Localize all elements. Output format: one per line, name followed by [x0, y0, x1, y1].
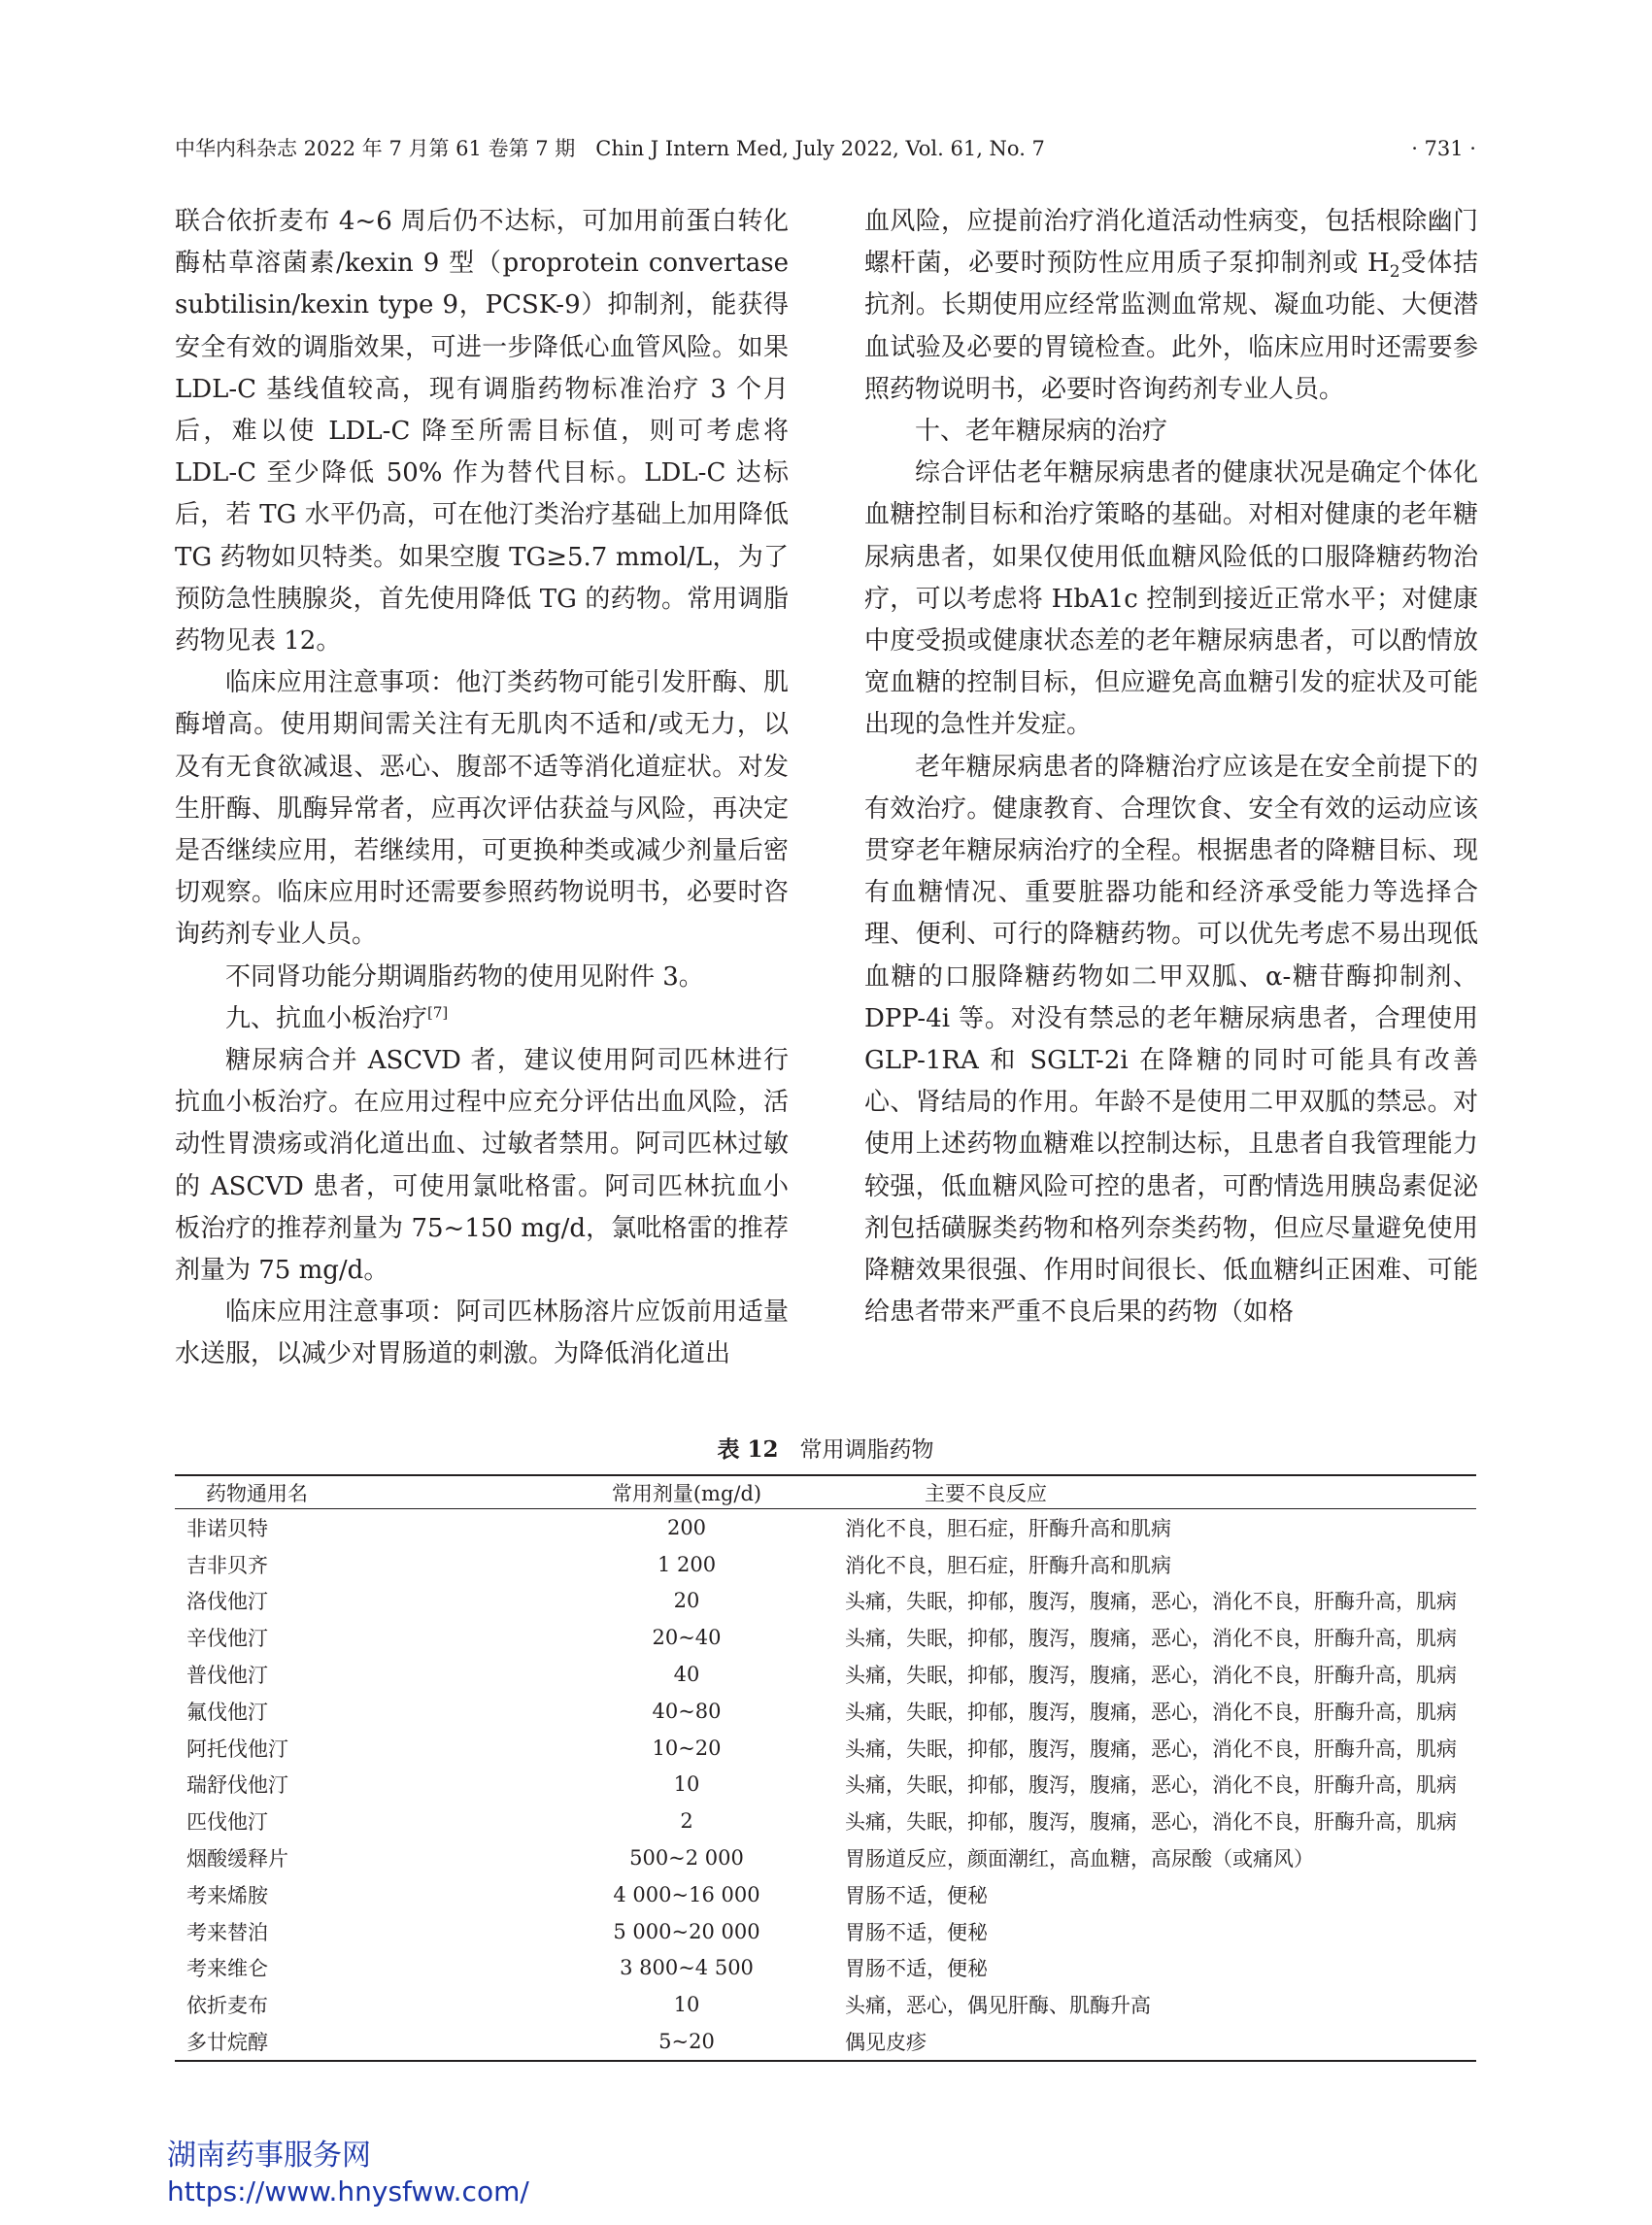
- table-row: [175, 1913, 1476, 1950]
- table-row: [175, 1656, 1476, 1693]
- adverse-reaction-cell: 偶见皮疹: [845, 2031, 927, 2055]
- dose-cell: 2: [680, 1809, 693, 1834]
- page-number: · 731 ·: [1411, 137, 1476, 160]
- adverse-reaction-cell: 头痛，恶心，偶见肝酶、肌酶升高: [845, 1994, 1151, 2018]
- drug-name-cell: 吉非贝齐: [186, 1553, 268, 1577]
- drug-name-cell: 考来替泊: [186, 1920, 268, 1944]
- table-row: [175, 2023, 1476, 2061]
- dose-cell: 200: [666, 1515, 707, 1539]
- citation-ref: [7]: [427, 1003, 449, 1022]
- paragraph: 老年糖尿病患者的降糖治疗应该是在安全前提下的有效治疗。健康教育、合理饮食、安全有效的运动应该贯穿老年糖尿病治疗的全程。根据患者的降糖目标、现有血糖情况、重要脏器功能和经济承受能力等选择合理、便利、可行的降糖药物。可以优先考虑不易出现低血糖的口服降糖药物如二甲双胍、α-糖苷酶抑制剂、DPP-4i 等。对没有禁忌的老年糖尿病患者，合理使用 GLP-1RA 和 SGLT-2i 在降糖的同时可能具有改善心、肾结局的作用。年龄不是使用二甲双胍的禁忌。对使用上述药物血糖难以控制达标，且患者自我管理能力较强，低血糖风险可控的患者，可酌情选用胰岛素促泌剂包括磺脲类药物和格列奈类药物，但应尽量避免使用降糖效果很强、作用时间很长、低血糖纠正困难、可能给患者带来严重不良后果的药物（如格: [864, 752, 1478, 1328]
- dose-cell: 500~2 000: [629, 1846, 744, 1871]
- table-row: [175, 1767, 1476, 1804]
- paragraph: 综合评估老年糖尿病患者的健康状况是确定个体化血糖控制目标和治疗策略的基础。对相对健康的老年糖尿病患者，如果仅使用低血糖风险低的口服降糖药物治疗，可以考虑将 HbA1c 控制到接近正常水平；对健康中度受损或健康状态差的老年糖尿病患者，可以酌情放宽血糖的控制目标，但应避免高血糖引发的症状及可能出现的急性并发症。: [864, 458, 1478, 740]
- dose-cell: 10: [673, 1772, 700, 1797]
- paragraph: 联合依折麦布 4~6 周后仍不达标，可加用前蛋白转化酶枯草溶菌素/kexin 9 型（proprotein convertase subtilisin/kexin type 9，PCSK-9）抑制剂，能获得安全有效的调脂效果，可进一步降低心血管风险。如果 LDL-C 基线值较高，现有调脂药物标准治疗 3 个月后，难以使 LDL-C 降至所需目标值，则可考虑将 LDL-C 至少降低 50% 作为替代目标。LDL-C 达标后，若 TG 水平仍高，可在他汀类治疗基础上加用降低 TG 药物如贝特类。如果空腹 TG≥5.7 mmol/L，为了预防急性胰腺炎，首先使用降低 TG 的药物。常用调脂药物见表 12。: [175, 207, 789, 657]
- text-run: 受体拮抗剂。长期使用应经常监测血常规、凝血功能、大便潜血试验及必要的胃镜检查。此外，临床应用时还需要参照药物说明书，必要时咨询药剂专业人员。: [864, 249, 1478, 404]
- table-row: [175, 1730, 1476, 1767]
- table-caption: [175, 1433, 1476, 1466]
- dose-cell: 1 200: [657, 1552, 717, 1576]
- adverse-reaction-cell: 胃肠不适，便秘: [845, 1883, 988, 1907]
- journal-citation: 中华内科杂志 2022 年 7 月第 61 卷第 7 期 Chin J Intern Med, July 2022, Vol. 61, No. 7: [175, 137, 1045, 160]
- drug-name-cell: 阿托伐他汀: [186, 1736, 288, 1761]
- drug-name-cell: 辛伐他汀: [186, 1627, 268, 1651]
- table-row: [175, 1583, 1476, 1620]
- drug-name-cell: 烟酸缓释片: [186, 1847, 288, 1871]
- paragraph: 糖尿病合并 ASCVD 者，建议使用阿司匹林进行抗血小板治疗。在应用过程中应充分评估出血风险，活动性胃溃疡或消化道出血、过敏者禁用。阿司匹林过敏的 ASCVD 患者，可使用氯吡格雷。阿司匹林抗血小板治疗的推荐剂量为 75~150 mg/d，氯吡格雷的推荐剂量为 75 mg/d。: [175, 1046, 789, 1286]
- column-header: 主要不良反应: [827, 1475, 1476, 1509]
- table-title: 常用调脂药物: [799, 1437, 934, 1463]
- site-watermark: [167, 2137, 653, 2208]
- dose-cell: 10~20: [652, 1736, 722, 1760]
- paragraph: 不同肾功能分期调脂药物的使用见附件 3。: [225, 961, 704, 992]
- drug-name-cell: 考来烯胺: [186, 1883, 268, 1907]
- drug-name-cell: 瑞舒伐他汀: [186, 1773, 288, 1798]
- dose-cell: 40~80: [652, 1699, 722, 1723]
- dose-cell: 20~40: [652, 1626, 722, 1650]
- dose-cell: 5~20: [658, 2030, 715, 2054]
- table-row: [175, 1546, 1476, 1583]
- left-column: [175, 201, 789, 1376]
- paragraph: [864, 201, 1478, 411]
- table-row: [175, 1803, 1476, 1839]
- dose-cell: 20: [673, 1589, 700, 1613]
- column-header: 常用剂量(mg/d): [546, 1475, 827, 1509]
- adverse-reaction-cell: 头痛，失眠，抑郁，腹泻，腹痛，恶心，消化不良，肝酶升高，肌病: [845, 1700, 1457, 1724]
- table-body: [175, 1509, 1476, 2061]
- adverse-reaction-cell: 头痛，失眠，抑郁，腹泻，腹痛，恶心，消化不良，肝酶升高，肌病: [845, 1664, 1457, 1688]
- paragraph: 临床应用注意事项：他汀类药物可能引发肝酶、肌酶增高。使用期间需关注有无肌肉不适和/或无力，以及有无食欲减退、恶心、腹部不适等消化道症状。对发生肝酶、肌酶异常者，应再次评估获益与风险，再决定是否继续应用，若继续用，可更换种类或减少剂量后密切观察。临床应用时还需要参照药物说明书，必要时咨询药剂专业人员。: [175, 668, 789, 950]
- adverse-reaction-cell: 头痛，失眠，抑郁，腹泻，腹痛，恶心，消化不良，肝酶升高，肌病: [845, 1773, 1457, 1798]
- dose-cell: 4 000~16 000: [613, 1882, 760, 1906]
- table-row: [175, 1876, 1476, 1913]
- section-heading-10: 十、老年糖尿病的治疗: [915, 417, 1168, 447]
- dose-cell: 40: [673, 1663, 700, 1687]
- adverse-reaction-cell: 头痛，失眠，抑郁，腹泻，腹痛，恶心，消化不良，肝酶升高，肌病: [845, 1590, 1457, 1614]
- text-run: 血风险，应提前治疗消化道活动性病变，包括根除幽门螺杆菌，必要时预防性应用质子泵抑制剂或 H: [864, 207, 1478, 279]
- drug-name-cell: 考来维仑: [186, 1957, 268, 1981]
- adverse-reaction-cell: 头痛，失眠，抑郁，腹泻，腹痛，恶心，消化不良，肝酶升高，肌病: [845, 1736, 1457, 1761]
- watermark-url[interactable]: https://www.hnysfww.com/: [167, 2175, 529, 2208]
- table-row: [175, 1509, 1476, 1546]
- section-heading-text: 九、抗血小板治疗: [225, 1003, 428, 1033]
- table-number: 表 12: [717, 1436, 779, 1463]
- drug-name-cell: 氟伐他汀: [186, 1700, 268, 1724]
- drug-name-cell: 普伐他汀: [186, 1664, 268, 1688]
- adverse-reaction-cell: 胃肠不适，便秘: [845, 1920, 988, 1944]
- running-header: [175, 132, 1476, 165]
- dose-cell: 10: [673, 1993, 700, 2017]
- lipid-drug-table: [175, 1474, 1476, 2062]
- table-row: [175, 1693, 1476, 1730]
- drug-name-cell: 多廿烷醇: [186, 2031, 268, 2055]
- right-column: [864, 201, 1478, 1333]
- table-row: [175, 1950, 1476, 1987]
- drug-name-cell: 洛伐他汀: [186, 1590, 268, 1614]
- table-row: [175, 1986, 1476, 2023]
- watermark-site-name: 湖南药事服务网: [167, 2139, 371, 2173]
- adverse-reaction-cell: 消化不良，胆石症，肝酶升高和肌病: [845, 1516, 1171, 1540]
- section-heading-9: [175, 998, 789, 1040]
- dose-cell: 3 800~4 500: [620, 1956, 754, 1980]
- adverse-reaction-cell: 胃肠道反应，颜面潮红，高血糖，高尿酸（或痛风）: [845, 1847, 1314, 1871]
- adverse-reaction-cell: 胃肠不适，便秘: [845, 1957, 988, 1981]
- adverse-reaction-cell: 头痛，失眠，抑郁，腹泻，腹痛，恶心，消化不良，肝酶升高，肌病: [845, 1627, 1457, 1651]
- table-header-row: [175, 1475, 1476, 1509]
- drug-name-cell: 匹伐他汀: [186, 1810, 268, 1835]
- column-header: 药物通用名: [175, 1475, 546, 1509]
- drug-name-cell: 非诺贝特: [186, 1516, 268, 1540]
- table-row: [175, 1619, 1476, 1656]
- paragraph: 临床应用注意事项：阿司匹林肠溶片应饭前用适量水送服，以减少对胃肠道的刺激。为降低消化道出: [175, 1298, 789, 1369]
- table-row: [175, 1839, 1476, 1876]
- subscript: 2: [1389, 262, 1400, 283]
- dose-cell: 5 000~20 000: [613, 1919, 760, 1943]
- adverse-reaction-cell: 消化不良，胆石症，肝酶升高和肌病: [845, 1553, 1171, 1577]
- adverse-reaction-cell: 头痛，失眠，抑郁，腹泻，腹痛，恶心，消化不良，肝酶升高，肌病: [845, 1810, 1457, 1835]
- drug-name-cell: 依折麦布: [186, 1994, 268, 2018]
